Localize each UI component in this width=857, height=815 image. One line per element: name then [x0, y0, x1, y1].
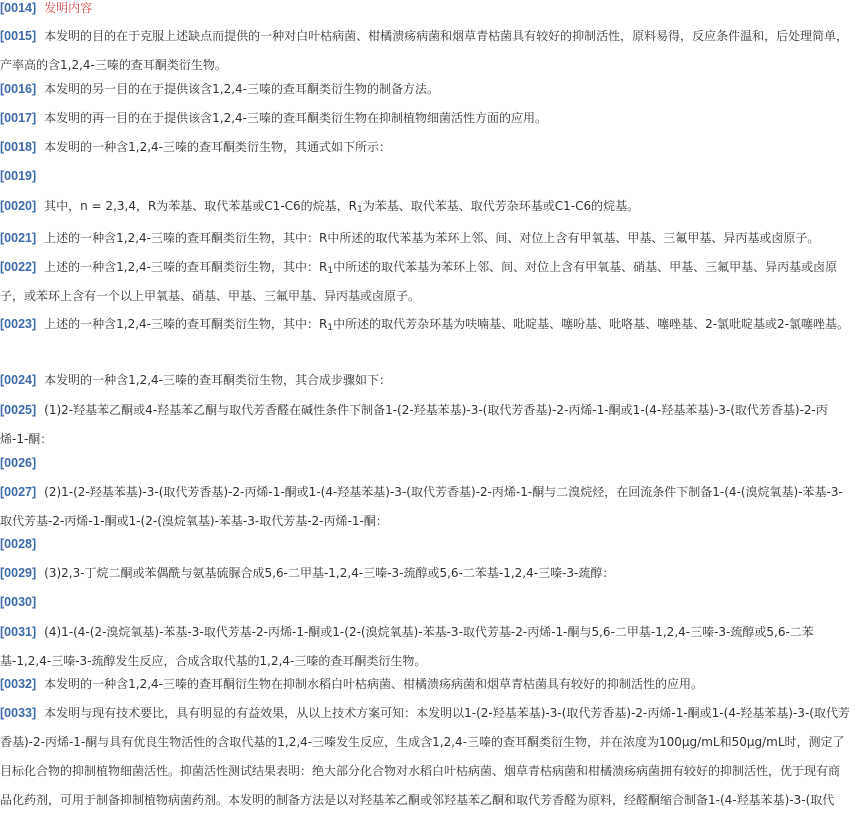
- text-part: 中所述的取代芳杂环基为呋喃基、吡啶基、噻吩基、吡咯基、噻唑基、2-氯吡啶基或2-氯噻唑基。: [333, 317, 850, 331]
- paragraph-text: 本发明的一种含1,2,4-三嗪的查耳酮衍生物在抑制水稻白叶枯病菌、柑橘溃疡病菌和烟草青枯菌具有较好的抑制活性的应用。: [44, 677, 704, 691]
- paragraph-number: [0032]: [0, 677, 37, 691]
- paragraph-0033: [0, 699, 850, 807]
- paragraph-text: 本发明的目的在于克服上述缺点而提供的一种对白叶枯病菌、柑橘溃疡病菌和烟草青枯菌具有较好的抑制活性，原料易得，反应条件温和，后处理简单，产率高的含1,2,4-三嗪的查耳酮类衍生物。: [0, 29, 849, 72]
- paragraph-number: [0022]: [0, 260, 37, 274]
- paragraph-number: [0025]: [0, 403, 37, 417]
- paragraph-text: [0, 260, 837, 303]
- paragraph-0019: [0, 162, 850, 191]
- paragraph-text: 本发明的再一目的在于提供该含1,2,4-三嗪的查耳酮类衍生物在抑制植物细菌活性方面的应用。: [44, 111, 548, 125]
- paragraph-number: [0021]: [0, 231, 37, 245]
- subscript: 1: [327, 266, 334, 276]
- paragraph-number: [0029]: [0, 566, 37, 580]
- paragraph-0032: [0, 670, 850, 699]
- paragraph-number: [0020]: [0, 199, 37, 213]
- paragraph-number: [0016]: [0, 82, 37, 96]
- paragraph-number: [0031]: [0, 625, 37, 639]
- paragraph-0021: [0, 224, 850, 253]
- text-part: 为苯基、取代苯基、取代芳杂环基或C1-C6的烷基。: [362, 199, 640, 213]
- paragraph-number: [0026]: [0, 456, 37, 470]
- paragraph-0014: [0, 0, 850, 23]
- paragraph-number: [0023]: [0, 317, 37, 331]
- paragraph-text: 本发明的一种含1,2,4-三嗪的查耳酮类衍生物，其通式如下所示：: [44, 140, 392, 154]
- paragraph-text: [44, 199, 639, 213]
- paragraph-0027: [0, 478, 850, 536]
- paragraph-text: (3)2,3-丁烷二酮或苯偶酰与氨基硫脲合成5,6-二甲基-1,2,4-三嗪-3-巯醇或5,6-二苯基-1,2,4-三嗪-3-巯醇：: [44, 566, 615, 580]
- paragraph-0030: [0, 588, 850, 617]
- section-heading: 发明内容: [44, 1, 93, 15]
- text-part: 上述的一种含1,2,4-三嗪的查耳酮类衍生物，其中：R: [44, 260, 328, 274]
- paragraph-0020: [0, 192, 850, 221]
- paragraph-text: 本发明与现有技术要比，具有明显的有益效果，从以上技术方案可知：本发明以1-(2-羟基苯基)-3-(取代芳香基)-2-丙烯-1-酮或1-(4-羟基苯基)-3-(取代芳香基)-2-丙烯-1-酮与具有优良生物活性的含取代基的1,2,4-三嗪发生反应，生成含1,2,4-三嗪的查耳酮类衍生物，并在浓度为100μg/mL和50μg/mL时，测定了目标化合物的抑制植物细菌活性。抑菌活性测试结果表明：绝大部分化合物对水稻白叶枯病菌、烟草青枯病菌和柑橘溃疡病菌拥有较好的抑制活性，优于现有商品化药剂，可用于制备抑制植物病菌药剂。本发明的制备方法是以对羟基苯乙酮或邻羟基苯乙酮和取代芳香醛为原料，经醛酮缩合制备1-(4-羟基苯基)-3-(取代: [0, 706, 850, 807]
- text-part: 中所述的取代苯基为苯环上邻、间、对位上含有甲氧基、硝基、甲基、三氟甲基、异丙基或卤原子，或苯环上含有一个以上甲氧基、硝基、甲基、三氟甲基、异丙基或卤原子。: [0, 260, 838, 303]
- paragraph-0016: [0, 75, 850, 104]
- text-part: 其中，n = 2,3,4，R为苯基、取代苯基或C1-C6的烷基，R: [44, 199, 357, 213]
- paragraph-number: [0015]: [0, 29, 37, 43]
- paragraph-text: 上述的一种含1,2,4-三嗪的查耳酮类衍生物，其中：R中所述的取代苯基为苯环上邻、间、对位上含有甲氧基、甲基、三氟甲基、异丙基或卤原子。: [44, 231, 820, 245]
- paragraph-0023: [0, 310, 850, 339]
- paragraph-0026: [0, 449, 850, 478]
- paragraph-0028: [0, 530, 850, 559]
- paragraph-number: [0018]: [0, 140, 37, 154]
- paragraph-text: (4)1-(4-(2-溴烷氧基)-苯基-3-取代芳基-2-丙烯-1-酮或1-(2-(溴烷氧基)-苯基-3-取代芳基-2-丙烯-1-酮与5,6-二甲基-1,2,4-三嗪-3-巯醇或5,6-二苯基-1,2,4-三嗪-3-巯醇发生反应，合成含取代基的1,2,4-三嗪的查耳酮类衍生物。: [0, 625, 814, 668]
- paragraph-text: (2)1-(2-羟基苯基)-3-(取代芳香基)-2-丙烯-1-酮或1-(4-羟基苯基)-3-(取代芳香基)-2-丙烯-1-酮与二溴烷烃，在回流条件下制备1-(4-(溴烷氧基)-苯基-3-取代芳基-2-丙烯-1-酮或1-(2-(溴烷氧基)-苯基-3-取代芳基-2-丙烯-1-酮：: [0, 485, 843, 528]
- paragraph-number: [0024]: [0, 373, 37, 387]
- paragraph-text: [44, 317, 849, 331]
- subscript: 1: [357, 205, 363, 215]
- paragraph-number: [0017]: [0, 111, 37, 125]
- paragraph-0029: [0, 559, 850, 588]
- paragraph-text: (1)2-羟基苯乙酮或4-羟基苯乙酮与取代芳香醛在碱性条件下制备1-(2-羟基苯基)-3-(取代芳香基)-2-丙烯-1-酮或1-(4-羟基苯基)-3-(取代芳香基)-2-丙烯-1-酮：: [0, 403, 828, 446]
- paragraph-0018: [0, 133, 850, 162]
- paragraph-0031: [0, 618, 850, 676]
- paragraph-0022: [0, 253, 850, 311]
- paragraph-number: [0030]: [0, 595, 37, 609]
- paragraph-text: 本发明的另一目的在于提供该含1,2,4-三嗪的查耳酮类衍生物的制备方法。: [44, 82, 440, 96]
- text-part: 上述的一种含1,2,4-三嗪的查耳酮类衍生物，其中：R: [44, 317, 328, 331]
- paragraph-number: [0014]: [0, 1, 37, 15]
- paragraph-0024: [0, 366, 850, 395]
- paragraph-0025: [0, 396, 850, 454]
- paragraph-0015: [0, 22, 850, 80]
- paragraph-number: [0027]: [0, 485, 37, 499]
- paragraph-number: [0019]: [0, 169, 37, 183]
- paragraph-number: [0033]: [0, 706, 37, 720]
- paragraph-number: [0028]: [0, 537, 37, 551]
- paragraph-0017: [0, 104, 850, 133]
- subscript: 1: [327, 323, 334, 333]
- paragraph-text: 本发明的一种含1,2,4-三嗪的查耳酮类衍生物，其合成步骤如下：: [44, 373, 392, 387]
